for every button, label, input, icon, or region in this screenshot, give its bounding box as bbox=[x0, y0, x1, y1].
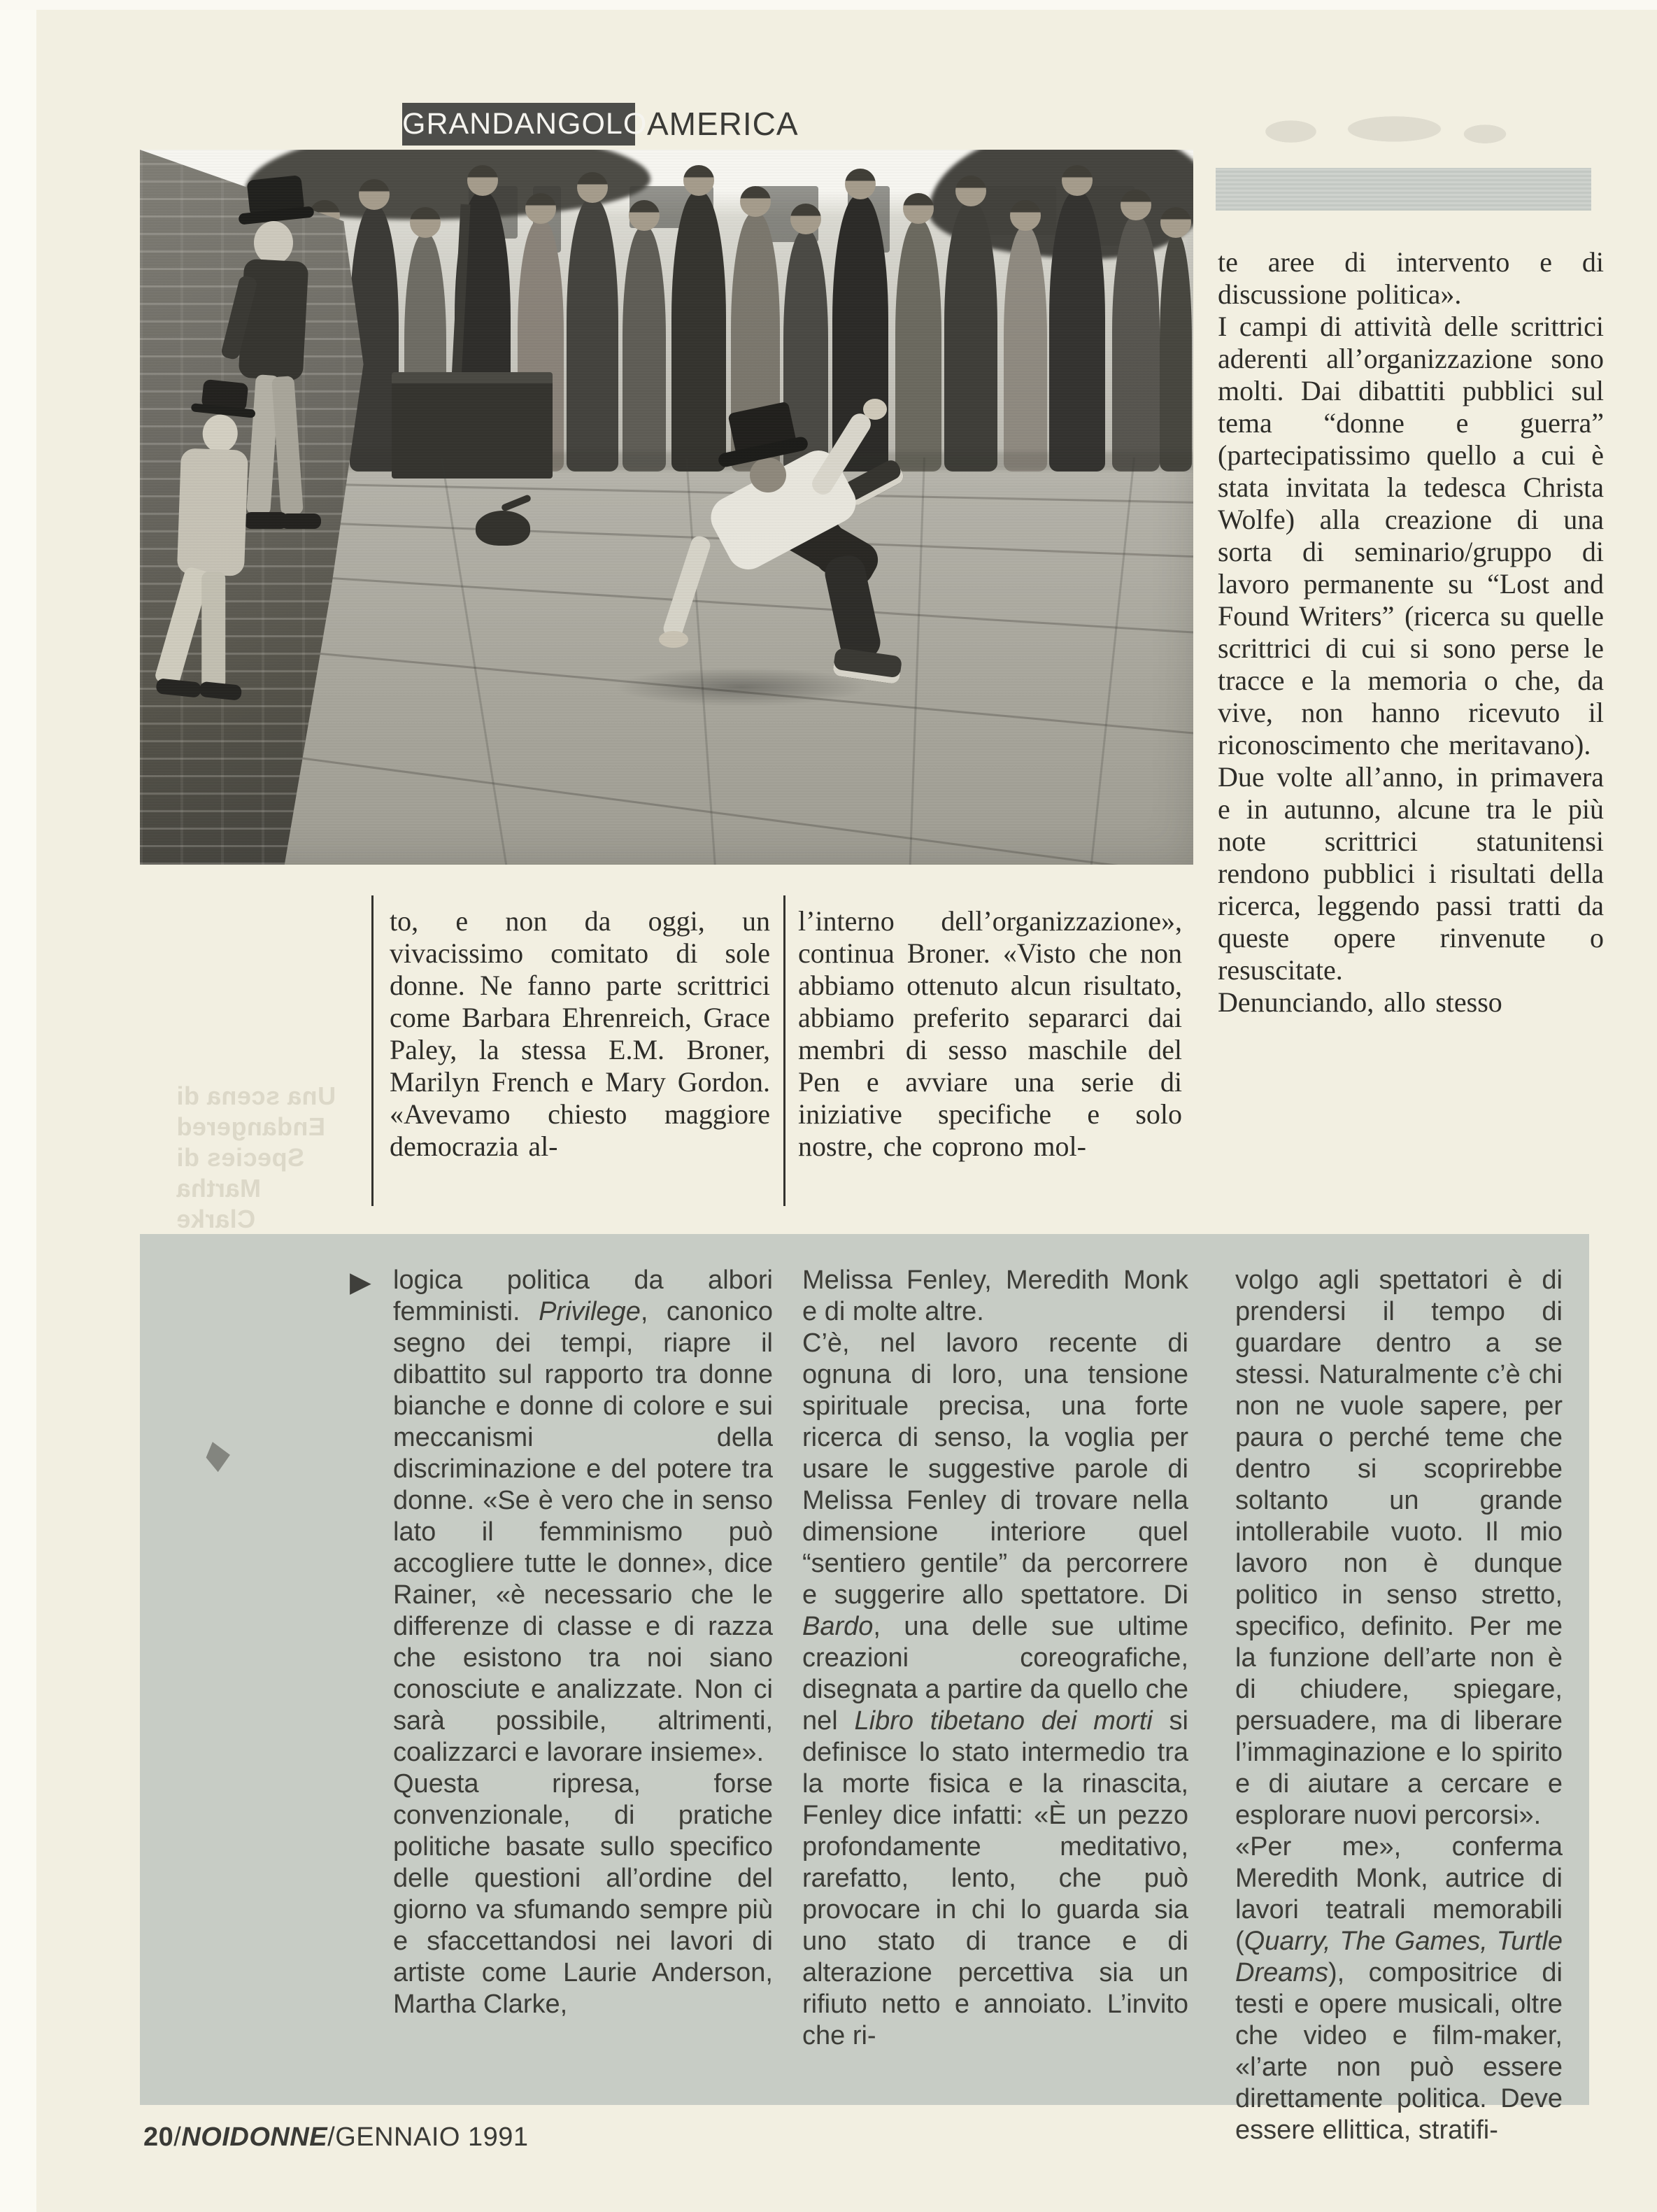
issue-date: GENNAIO 1991 bbox=[335, 2122, 529, 2152]
page-footer bbox=[143, 2122, 529, 2153]
breakdancer bbox=[588, 388, 951, 723]
dancer-shadow bbox=[616, 667, 867, 707]
mime-shoe bbox=[199, 681, 242, 701]
panel-column-3: volgo agli spettatori è di prendersi il tempo di guardare dentro a se stessi. Naturalmente c’è chi non ne vuole sapere, per paura o perché teme che dentro si scoprirebbe soltanto un grande intollerabile vuoto. Il mio lavoro non è dunque politico in senso stretto, specifico, definito. Per me la funzione dell’arte non è di chiudere, spiegare, persuadere, ma di liberare l’immaginazione e lo spirito e di aiutare a cercare e esplorare nuovi percorsi». «Per me», conferma Meredith Monk, autrice di lavori teatrali memorabili (Quarry, The Games, Turtle Dreams), compositrice di testi e opere musicali, oltre che video e film-maker, «l’arte non può essere direttamente politica. Deve essere ellittica, stratifi- bbox=[1235, 1265, 1563, 2145]
panel-column-1: logica politica da albori femministi. Privilege, canonico segno dei tempi, riapre il dibattito sul rapporto tra donne bianche e donne di colore e sui meccanismi della discriminazione e del potere tra donne. «Se è vero che in senso lato il femminismo può accogliere tutte le donne», dice Rainer, «è necessario che le differenze di classe e di razza che esistono tra noi siano conosciute e analizzate. Non ci sarà possibile, altrimenti, coalizzarci e lavorare insieme». Questa ripresa, forse convenzionale, di pratiche politiche basate sullo specifico delle questioni all’ordine del giorno va sfumando sempre più e sfaccettandosi nei lavori di artiste come Laurie Anderson, Martha Clarke, bbox=[393, 1265, 773, 2019]
article-column-center: l’interno dell’organizzazione», continua Broner. «Visto che non abbiamo ottenuto alcun risultato, abbiamo preferito separarci dai membri di sesso maschile del Pen e avviare una serie di iniziative specifiche e solo nostre, che coprono mol- bbox=[798, 905, 1182, 1162]
section-kicker: GRANDANGOLO bbox=[402, 103, 635, 146]
mime-leg bbox=[201, 572, 225, 689]
print-artifact bbox=[204, 1441, 235, 1475]
mime-face bbox=[254, 221, 293, 264]
panel-column-2: Melissa Fenley, Meredith Monk e di molte altre. C’è, nel lavoro recente di ognuna di loro, una tensione spirituale precisa, una forte ricerca di senso, la voglia per usare le suggestive parole di Melissa Fenley di trovare nella dimensione interiore quel “sentiero gentile” da percorrere e suggerire allo spettatore. Di Bardo, una delle sue ultime creazioni coreografiche, disegnata a partire da quello che nel Libro tibetano dei morti si definisce lo stato intermedio tra la morte fisica e la rinascita, Fenley dice infatti: «È un pezzo profondamente meditativo, rarefatto, lento, che può provocare in chi lo guarda sia uno stato di trance e di alterazione percettiva sia un rifiuto netto e annoiato. L’invito che ri- bbox=[802, 1265, 1188, 2050]
street-breakdancer-photo bbox=[140, 150, 1193, 865]
section-topic: AMERICA bbox=[647, 106, 799, 142]
bleed-through-caption bbox=[176, 1081, 341, 1235]
ghost-caption-line: Endangered bbox=[176, 1112, 326, 1141]
magazine-name: NOIDONNE bbox=[181, 2122, 328, 2152]
dancer-head bbox=[750, 458, 786, 492]
spectator-silhouette bbox=[1049, 192, 1105, 472]
mime-shoe bbox=[155, 678, 201, 698]
ghost-caption-line: Species di bbox=[176, 1143, 305, 1172]
ghost-caption-line: Martha Clarke bbox=[176, 1174, 262, 1233]
planter-box bbox=[392, 372, 553, 478]
continuation-arrow-icon: ▶ bbox=[350, 1267, 371, 1298]
dancer-hand bbox=[863, 399, 887, 420]
dancer-support-arm bbox=[662, 534, 713, 639]
spectator-silhouette bbox=[1004, 227, 1047, 472]
footer-separator: / bbox=[173, 2122, 182, 2152]
article-column-right: te aree di intervento e di discussione politica». I campi di attività delle scrittrici aderenti all’organizzazione sono molti. Dai dibattiti pubblici sul tema “donne e guerra” (partecipatissimo quello a cui è stata invitata la tedesca Christa Wolfe) alla creazione di una sorta di seminario/gruppo di lavoro permanente su “Lost and Found Writers” (ricerca su quelle scrittrici di cui si sono perse le tracce e la memoria o che, da vive, non hanno ricevuto il riconoscimento che meritavano). Due volte all’anno, in primavera e in autunno, alcune tra le più note scrittrici statunitensi rendono pubblici i risultati della ricerca, leggendo passi tratti da queste opere rinvenute o resuscitate. Denunciando, allo stesso bbox=[1218, 246, 1604, 1018]
mime-shoe bbox=[280, 513, 321, 529]
column-rule bbox=[371, 895, 374, 1206]
mime-suit bbox=[177, 448, 248, 576]
halftone-bar bbox=[1216, 168, 1591, 211]
spectator-silhouette bbox=[944, 202, 997, 472]
pavement-joint bbox=[1089, 458, 1135, 865]
spectator-silhouette bbox=[1160, 234, 1192, 472]
spectator-silhouette bbox=[1112, 216, 1160, 472]
scan-edge bbox=[0, 0, 36, 2212]
scan-edge bbox=[0, 0, 1657, 10]
footer-separator: / bbox=[327, 2122, 336, 2152]
ghost-caption-line: Una scena di bbox=[176, 1082, 336, 1110]
column-rule bbox=[783, 895, 785, 1206]
article-column-left: to, e non da oggi, un vivacissimo comitato di sole donne. Ne fanno parte scrittrici come Barbara Ehrenreich, Grace Paley, la stessa E.M. Broner, Marilyn French e Mary Gordon. «Avevamo chiesto maggiore democrazia al- bbox=[390, 905, 770, 1162]
mime-face bbox=[201, 413, 239, 454]
dancer-hand bbox=[659, 631, 688, 648]
pavement-joint bbox=[140, 835, 1193, 865]
bag-on-ground bbox=[476, 511, 530, 546]
bleed-through-ghost bbox=[1252, 106, 1511, 157]
page-number: 20 bbox=[143, 2122, 174, 2152]
